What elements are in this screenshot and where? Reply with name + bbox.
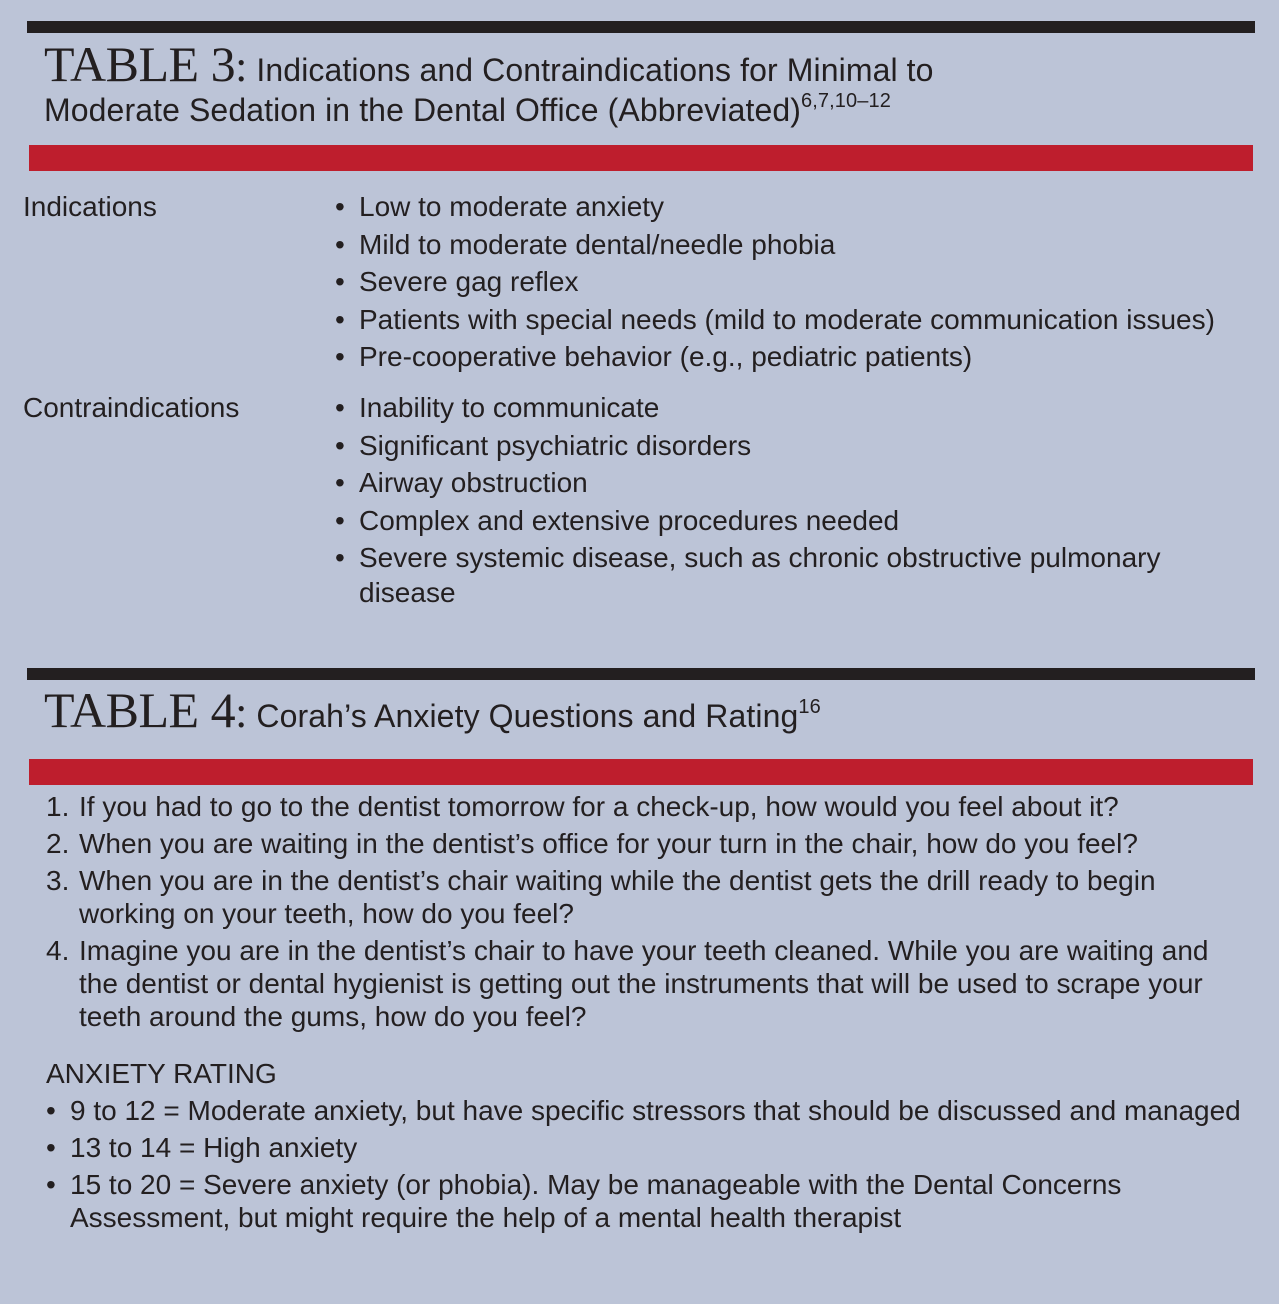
table4-title-text: Corah’s Anxiety Questions and Rating — [256, 698, 799, 734]
table4-top-rule — [27, 668, 1255, 680]
question-item — [46, 827, 1246, 860]
list-item: • Patients with special needs (mild to moderate communication issues) — [335, 301, 1265, 339]
list-item: • Complex and extensive procedures needed — [335, 502, 1265, 540]
table3-top-rule — [27, 21, 1255, 33]
question-item — [46, 934, 1246, 1033]
anxiety-rating-heading: ANXIETY RATING — [46, 1058, 277, 1089]
list-item: • Low to moderate anxiety — [335, 188, 1265, 226]
indications-list — [335, 188, 1265, 376]
contraindications-label: Contraindications — [23, 392, 240, 423]
table3-title-refs: 6,7,10–12 — [801, 90, 891, 112]
question-number: 3. — [46, 865, 70, 896]
list-item: • Pre-cooperative behavior (e.g., pediatric patients) — [335, 338, 1265, 376]
rating-item: • 9 to 12 = Moderate anxiety, but have specific stressors that should be discussed and managed — [46, 1094, 1246, 1127]
list-item-line2: disease — [359, 576, 456, 608]
list-item: • Airway obstruction — [335, 464, 1265, 502]
list-item — [335, 539, 1265, 609]
table3-title-text1: Indications and Contraindications for Minimal to — [256, 52, 934, 88]
table3-title — [44, 36, 1244, 130]
question-item — [46, 864, 1246, 930]
table3-title-line1 — [44, 36, 1244, 92]
list-item: • Significant psychiatric disorders — [335, 427, 1265, 465]
table3-label-colon: : — [235, 42, 248, 91]
rating-item: • 13 to 14 = High anxiety — [46, 1131, 1246, 1164]
table3-header-bar — [29, 145, 1253, 171]
question-number: 4. — [46, 935, 70, 966]
indications-label: Indications — [23, 191, 157, 222]
table4-label-colon: : — [235, 688, 248, 737]
table3-title-line2 — [44, 90, 1244, 130]
rating-item: • 15 to 20 = Severe anxiety (or phobia). May be manageable with the Dental Concerns Assessment, but might require the help of a mental health therapist — [46, 1168, 1246, 1234]
list-item: • Mild to moderate dental/needle phobia — [335, 226, 1265, 264]
question-text: Imagine you are in the dentist’s chair to have your teeth cleaned. While you are waiting and the dentist or dental hygienist is getting out the instruments that will be used to scrape your teeth around the gums, how do you feel? — [79, 935, 1209, 1032]
list-item: • Inability to communicate — [335, 389, 1265, 427]
table4-label: TABLE 4 — [44, 682, 236, 738]
anxiety-rating-list — [46, 1094, 1246, 1238]
table4-title — [44, 682, 1244, 738]
question-number: 1. — [46, 791, 70, 822]
anxiety-questions-list — [46, 790, 1246, 1037]
question-item — [46, 790, 1246, 823]
contraindications-list — [335, 389, 1265, 609]
table4-header-bar — [29, 759, 1253, 785]
question-text: If you had to go to the dentist tomorrow for a check-up, how would you feel about it? — [79, 791, 1119, 822]
list-item-line1: • Severe systemic disease, such as chronic obstructive pulmonary — [359, 542, 1161, 573]
table3-title-text2: Moderate Sedation in the Dental Office (Abbreviated) — [44, 92, 802, 128]
table4-title-refs: 16 — [798, 696, 821, 718]
question-number: 2. — [46, 828, 70, 859]
question-text: When you are in the dentist’s chair waiting while the dentist gets the drill ready to begin working on your teeth, how do you feel? — [79, 865, 1156, 929]
question-text: When you are waiting in the dentist’s office for your turn in the chair, how do you feel? — [79, 828, 1138, 859]
list-item: • Severe gag reflex — [335, 263, 1265, 301]
table3-label: TABLE 3 — [44, 36, 236, 92]
